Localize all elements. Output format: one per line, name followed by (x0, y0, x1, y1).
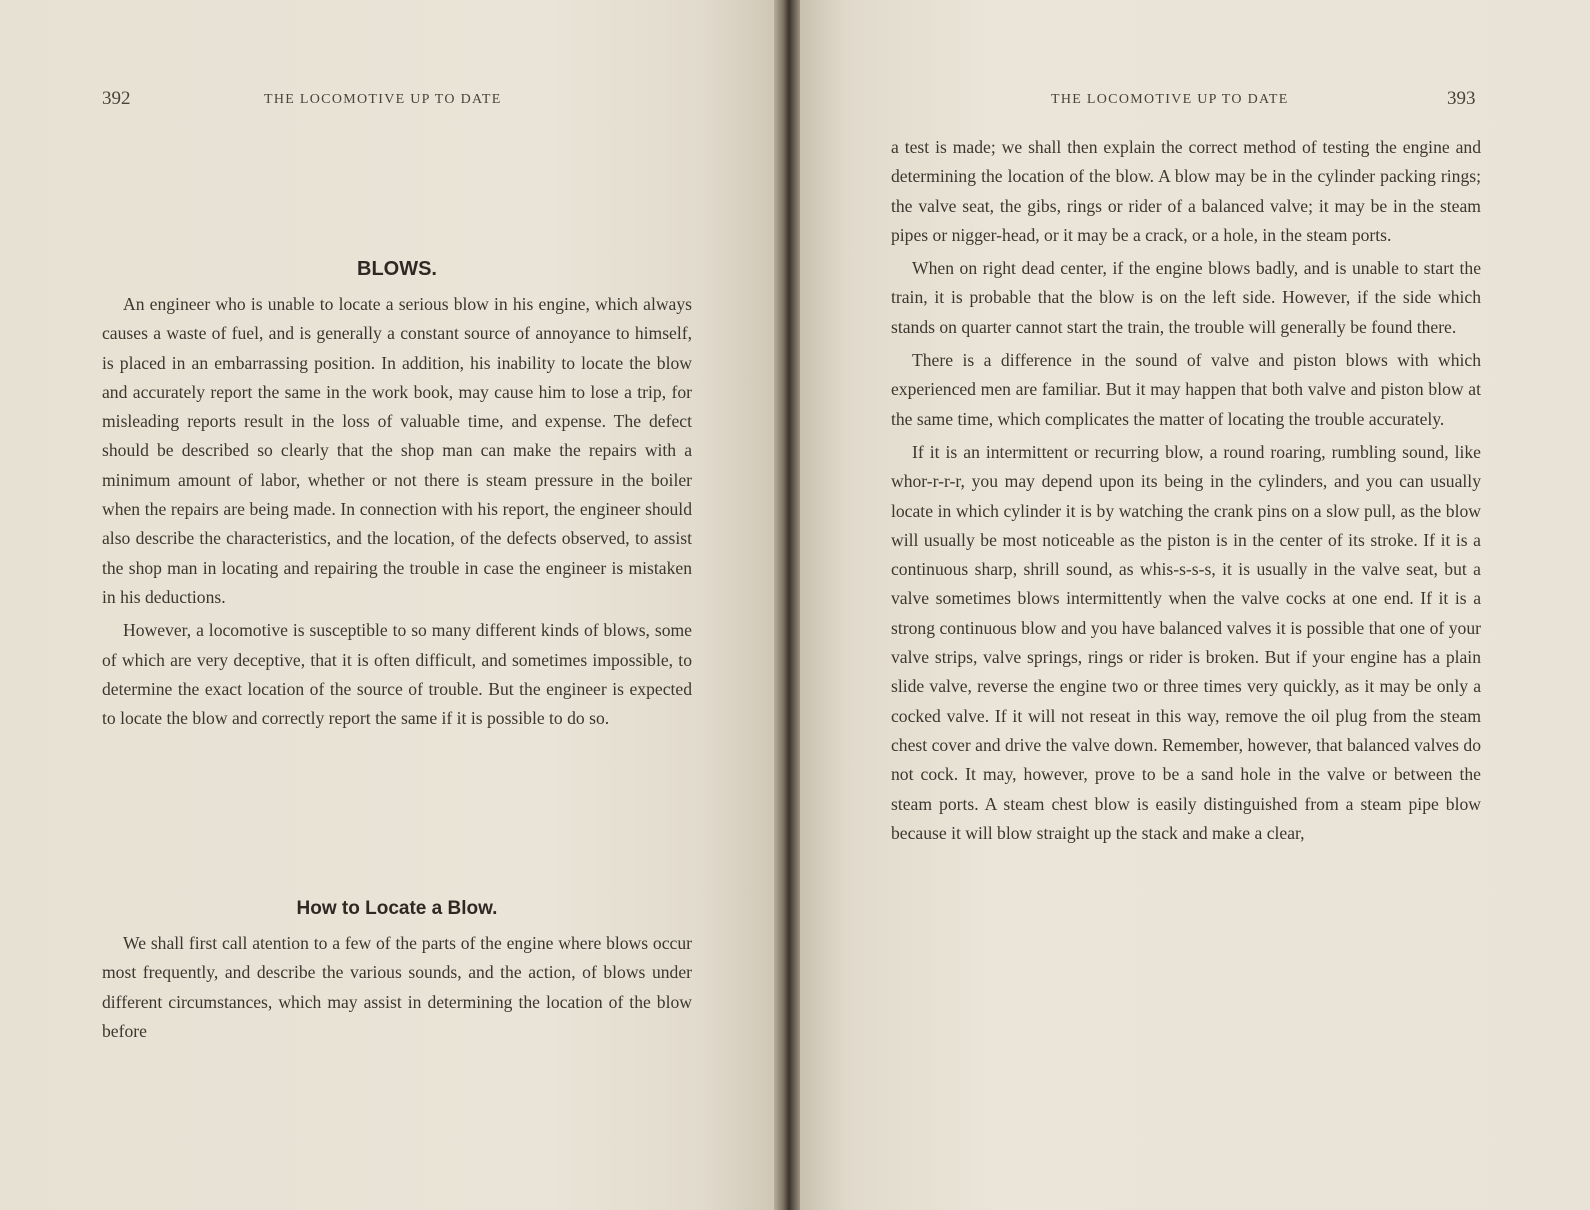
body-text (102, 290, 692, 733)
left-page (0, 0, 778, 1210)
right-page (800, 0, 1590, 1210)
paragraph: a test is made; we shall then explain the correct method of testing the engine and determining the location of the blow. A blow may be in the cylinder packing rings; the valve seat, the gibs, rings or rider of a balanced valve; it may be in the steam pipes or nigger-head, or it may be a crack, or a hole, in the steam ports. (891, 137, 1481, 245)
body-text (102, 929, 692, 1046)
running-head: THE LOCOMOTIVE UP TO DATE (264, 92, 502, 107)
paragraph: If it is an intermittent or recurring blow, a round roaring, rumbling sound, like whor-r-r-r, you may depend upon its being in the cylinders, and you can usually locate in which cylinder it is by watching the crank pins on a slow pull, as the blow will usually be most noticeable as the piston is in the center of its stroke. If it is a continuous sharp, shrill sound, as whis-s-s-s, it is usually in the valve seat, but a valve sometimes blows intermittently when the valve cocks at one end. If it is a strong continuous blow and you have balanced valves it is possible that one of your valve strips, valve springs, rings or rider is broken. But if your engine has a plain slide valve, reverse the engine two or three times very quickly, as it may be only a cocked valve. If it will not reseat in this way, remove the oil plug from the steam chest cover and drive the valve down. Remember, however, that balanced valves do not cock. It may, however, prove to be a sand hole in the valve or between the steam ports. A steam chest blow is easily distinguished from a steam pipe blow because it will blow straight up the stack and make a clear, (891, 441, 1481, 843)
paragraph: An engineer who is unable to locate a serious blow in his engine, which always causes a waste of fuel, and is generally a constant source of annoyance to himself, is placed in an embarrassing position. In addition, his inability to locate the blow and accurately report the same in the work book, may cause him to lose a trip, for misleading reports result in the loss of valuable time, and expense. The defect should be described so clearly that the shop man can make the repairs with a minimum amount of labor, whether or not there is steam pressure in the boiler when the repairs are being made. In connection with his report, the engineer should also describe the characteristics, and the location, of the defects observed, to assist the shop man in locating and repairing the trouble in case the engineer is mistaken in his deductions. (102, 294, 692, 607)
paragraph: We shall first call atention to a few of the parts of the engine where blows occur most frequently, and describe the various sounds, and the action, of blows under different circumstances, which may assist in determining the location of the blow before (102, 933, 692, 1041)
paragraph: However, a locomotive is susceptible to so many different kinds of blows, some of which are very deceptive, that it is often difficult, and sometimes impossible, to determine the exact location of the source of trouble. But the engineer is expected to locate the blow and correctly report the same if it is possible to do so. (102, 620, 692, 729)
paragraph: There is a difference in the sound of valve and piston blows with which experienced men are familiar. But it may happen that both valve and piston blow at the same time, which complicates the matter of locating the trouble accurately. (891, 350, 1481, 429)
page-number: 393 (1447, 88, 1476, 109)
subsection-title: How to Locate a Blow. (296, 898, 498, 919)
section-title: BLOWS. (357, 258, 437, 280)
page-number: 392 (102, 88, 131, 109)
body-text (891, 133, 1481, 848)
running-head: THE LOCOMOTIVE UP TO DATE (1051, 92, 1289, 107)
paragraph: When on right dead center, if the engine blows badly, and is unable to start the train, it is probable that the blow is on the left side. However, if the side which stands on quarter cannot start the train, the trouble will generally be found there. (891, 258, 1481, 337)
